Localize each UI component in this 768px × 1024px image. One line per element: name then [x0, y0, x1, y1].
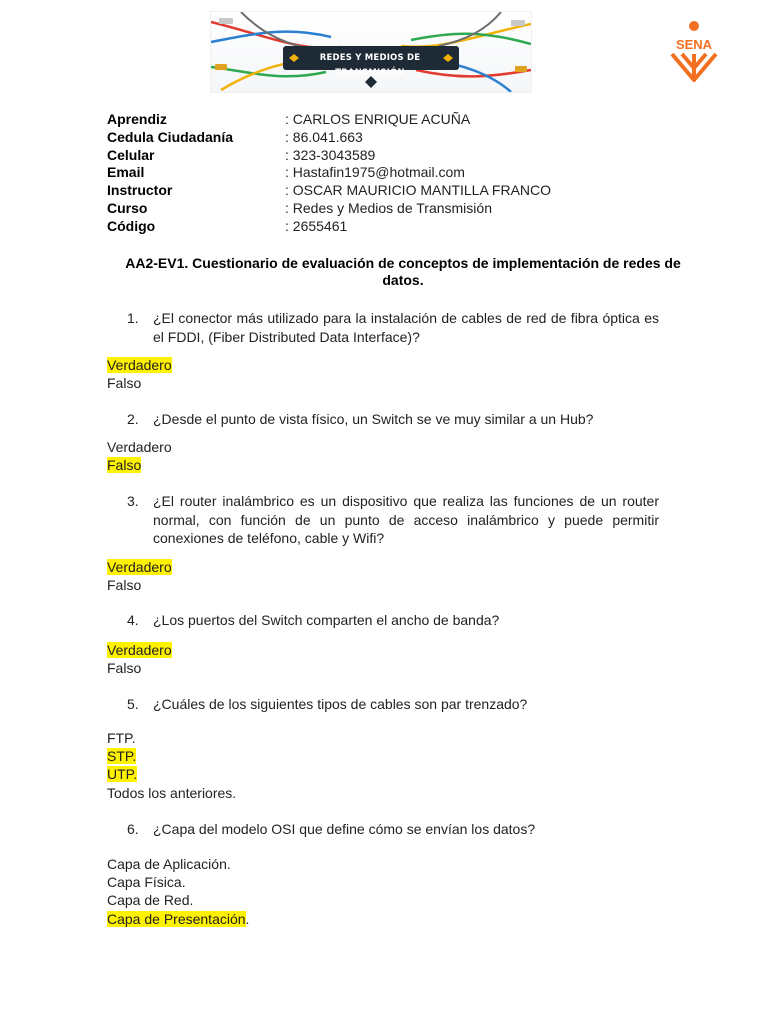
answer-text: Verdadero — [107, 559, 172, 575]
info-value: : 86.041.663 — [285, 128, 363, 145]
course-banner — [210, 11, 532, 93]
answer-text: STP. — [107, 748, 137, 765]
question-6 — [127, 820, 659, 839]
question-text: ¿El router inalámbrico es un dispositivo que realiza las funciones de un router normal, con función de un punto de acceso inalámbrico y puede permitir conexiones de teléfono, cable y Wifi? — [153, 493, 659, 546]
answer-option — [107, 891, 249, 909]
info-label: Aprendiz — [107, 111, 167, 127]
question-number: 6. — [127, 821, 139, 837]
info-row — [107, 218, 551, 236]
answer-text: Capa Física. — [107, 874, 186, 891]
selected-answer — [107, 641, 172, 659]
info-value: : Hastafin1975@hotmail.com — [285, 164, 465, 181]
answer-options — [107, 356, 172, 392]
answer-options — [107, 855, 249, 928]
answer-suffix: . — [245, 910, 250, 927]
student-info — [107, 111, 551, 236]
question-number: 3. — [127, 493, 139, 509]
answer-options — [107, 438, 172, 474]
answer-option — [107, 873, 249, 891]
info-label: Email — [107, 164, 145, 181]
answer-text: Capa de Presentación — [107, 910, 246, 927]
question-1 — [127, 309, 659, 346]
question-text: ¿Los puertos del Switch comparten el ancho de banda? — [153, 612, 500, 628]
selected-answer — [107, 910, 249, 928]
info-row — [107, 111, 551, 129]
answer-text: FTP. — [107, 730, 136, 746]
selected-answer — [107, 558, 172, 576]
question-text: ¿El conector más utilizado para la instalación de cables de red de fibra óptica es el FDDI, (Fiber Distributed Data Interface)? — [153, 310, 659, 345]
info-row — [107, 129, 551, 147]
info-value: : 323-3043589 — [285, 146, 376, 163]
info-row — [107, 164, 551, 182]
question-3 — [127, 492, 659, 548]
selected-answer — [107, 456, 172, 474]
answer-text: Falso — [107, 660, 142, 677]
answer-text: Falso — [107, 375, 142, 392]
info-label: Cedula Ciudadanía — [107, 128, 234, 145]
info-row — [107, 182, 551, 200]
answer-option — [107, 729, 236, 747]
answer-text: Capa de Aplicación. — [107, 856, 231, 872]
question-2 — [127, 410, 659, 429]
info-label: Curso — [107, 199, 148, 216]
info-value: : 2655461 — [285, 217, 348, 234]
answer-options — [107, 641, 172, 677]
info-label: Celular — [107, 146, 155, 163]
answer-option — [107, 659, 172, 677]
answer-option — [107, 576, 172, 594]
sena-logo — [664, 20, 724, 82]
answer-options — [107, 729, 236, 802]
selected-answer — [107, 747, 236, 765]
question-number: 5. — [127, 696, 139, 712]
info-value: : CARLOS ENRIQUE ACUÑA — [285, 111, 471, 127]
page-title: AA2-EV1. Cuestionario de evaluación de conceptos de implementación de redes de datos. — [125, 255, 681, 288]
info-label: Instructor — [107, 182, 173, 199]
banner-title: REDES Y MEDIOS DE TRANSMISIÓN — [319, 53, 421, 78]
info-row — [107, 147, 551, 165]
answer-text: Todos los anteriores. — [107, 784, 237, 801]
answer-text: Verdadero — [107, 642, 172, 658]
answer-option — [107, 438, 172, 456]
info-label: Código — [107, 217, 156, 234]
answer-option — [107, 855, 249, 873]
info-value: : OSCAR MAURICIO MANTILLA FRANCO — [285, 182, 552, 199]
selected-answer — [107, 356, 172, 374]
answer-text: Verdadero — [107, 439, 172, 455]
answer-option — [107, 374, 172, 392]
answer-text: Verdadero — [107, 357, 172, 373]
answer-text: Capa de Red. — [107, 892, 194, 909]
question-number: 1. — [127, 310, 139, 326]
answer-text: Falso — [107, 457, 142, 474]
answer-options — [107, 558, 172, 594]
question-5 — [127, 695, 659, 714]
question-4 — [127, 611, 659, 630]
answer-text: UTP. — [107, 766, 138, 783]
answer-text: Falso — [107, 577, 142, 594]
selected-answer — [107, 765, 236, 783]
svg-text:SENA: SENA — [675, 37, 713, 52]
question-text: ¿Capa del modelo OSI que define cómo se envían los datos? — [153, 821, 536, 837]
question-text: ¿Desde el punto de vista físico, un Switch se ve muy similar a un Hub? — [153, 411, 594, 427]
answer-option — [107, 784, 236, 802]
info-row — [107, 200, 551, 218]
question-number: 4. — [127, 612, 139, 628]
question-text: ¿Cuáles de los siguientes tipos de cables son par trenzado? — [153, 696, 528, 712]
question-number: 2. — [127, 411, 139, 427]
info-value: : Redes y Medios de Transmisión — [285, 199, 492, 216]
